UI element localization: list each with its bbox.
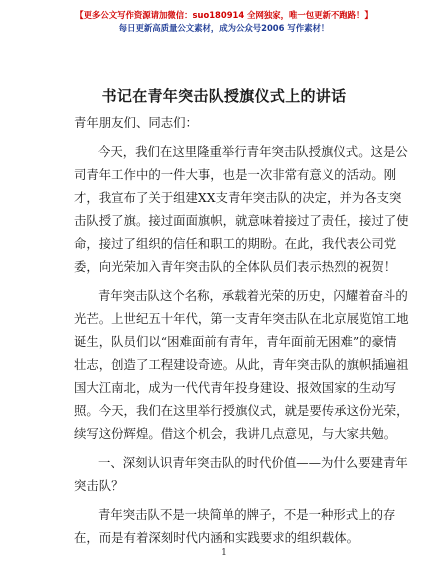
text-line: 司青年工作中的一件大事，也是一次非常有意义的活动。刚 (74, 167, 397, 182)
promo-banner-line-1: 【更多公文写作资源请加微信：suo180914 全网独家，唯一包更新不跑路！】 (75, 10, 373, 20)
text-line: 壮志，创造了工程建设奇迹。从此，青年突击队的旗帜插遍祖 (74, 357, 409, 372)
page-number: 1 (221, 548, 227, 558)
text-line: 青年突击队不是一块简单的牌子，不是一种形式上的存 (98, 507, 396, 522)
heading-line: 一、深刻认识青年突击队的时代价值——为什么要建青年 (98, 455, 408, 470)
text-line: 照。今天，我们在这里举行授旗仪式，就是要传承这份光荣， (74, 403, 409, 418)
text-line: 续写这份辉煌。借这个机会，我讲几点意见，与大家共勉。 (74, 426, 397, 441)
text-line: 击队授了旗。接过面面旗帜，就意味着接过了责任，接过了使 (74, 213, 409, 228)
paragraph-3 (74, 503, 396, 549)
document-body (74, 111, 409, 549)
salutation (74, 111, 392, 134)
promo-banner-line-2: 每日更新高质量公文素材，成为公众号2006 写作素材！ (118, 23, 330, 33)
text-line: 命，接过了组织的信任和职工的期盼。在此，我代表公司党 (74, 236, 397, 251)
text-line: 今天，我们在这里隆重举行青年突击队授旗仪式。这是公 (98, 144, 408, 159)
text-line: 才，我宣布了关于组建XX支青年突击队的决定，并为各支突 (74, 190, 402, 205)
salutation-line: 青年朋友们、同志们： (74, 115, 198, 130)
promo-banner (0, 9, 448, 35)
heading-line: 突击队？ (74, 478, 124, 493)
text-line: 国大江南北，成为一代代青年投身建设、报效国家的生动写 (74, 380, 397, 395)
section-heading-1 (74, 451, 408, 497)
paragraph-2 (74, 284, 409, 445)
text-line: 委，向光荣加入青年突击队的全体队员们表示热烈的祝贺！ (74, 259, 397, 274)
text-line: 青年突击队这个名称，承载着光荣的历史，闪耀着奋斗的 (98, 288, 408, 303)
document-title: 书记在青年突击队授旗仪式上的讲话 (101, 87, 347, 105)
paragraph-1 (74, 140, 409, 278)
text-line: 在，而是有着深刻时代内涵和实践要求的组织载体。 (74, 530, 359, 545)
text-line: 诞生，队员们以“困难面前有青年，青年面前无困难”的豪情 (74, 334, 397, 349)
text-line: 光芒。上世纪五十年代，第一支青年突击队在北京展览馆工地 (74, 311, 409, 326)
